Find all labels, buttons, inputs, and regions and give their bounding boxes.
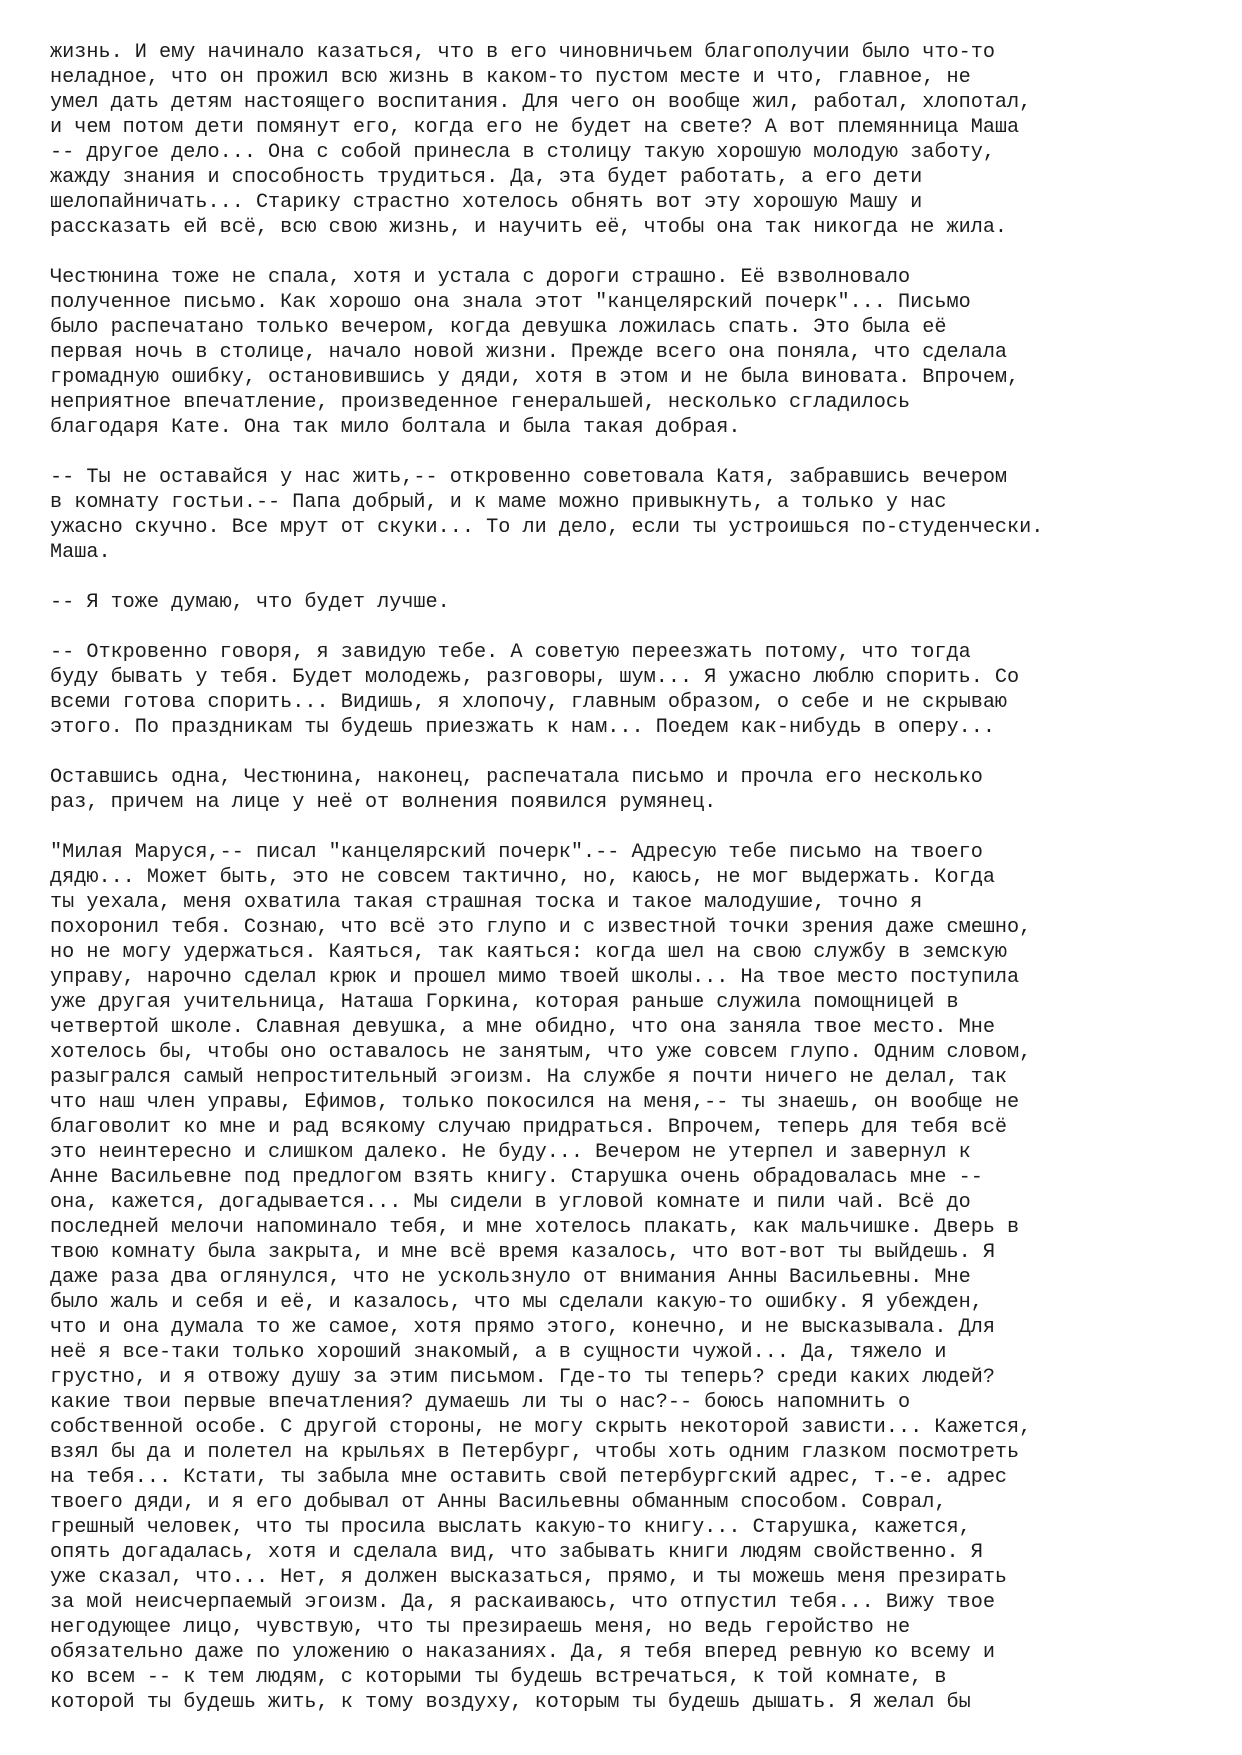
text-line: она, кажется, догадывается... Мы сидели в угловой комнате и пили чай. Всё до	[50, 1191, 971, 1214]
text-line: похоронил тебя. Сознаю, что всё это глупо и с известной точки зрения даже смешно,	[50, 916, 1032, 939]
text-line: последней мелочи напоминало тебя, и мне хотелось плакать, как мальчишке. Дверь в	[50, 1216, 1020, 1239]
text-line: благоволит ко мне и рад всякому случаю придраться. Впрочем, теперь для тебя всё	[50, 1116, 1008, 1139]
text-line: первая ночь в столице, начало новой жизни. Прежде всего она поняла, что сделала	[50, 341, 1008, 364]
text-line: было распечатано только вечером, когда девушка ложилась спать. Это была её	[50, 316, 947, 339]
text-line: ты уехала, меня охватила такая страшная тоска и такое малодушие, точно я	[50, 891, 923, 914]
text-line: буду бывать у тебя. Будет молодежь, разговоры, шум... Я ужасно люблю спорить. Со	[50, 666, 1020, 689]
text-line: этого. По праздникам ты будешь приезжать к нам... Поедем как-нибудь в оперу...	[50, 716, 995, 739]
text-line: что наш член управы, Ефимов, только покосился на меня,-- ты знаешь, он вообще не	[50, 1091, 1020, 1114]
paragraph-1	[50, 40, 1220, 240]
text-line: это неинтересно и слишком далеко. Не буду... Вечером не утерпел и завернул к	[50, 1141, 971, 1164]
text-line: громадную ошибку, остановившись у дяди, хотя в этом и не была виновата. Впрочем,	[50, 366, 1020, 389]
text-line: шелопайничать... Старику страстно хотелось обнять вот эту хорошую Машу и	[50, 191, 923, 214]
text-line: в комнату гостьи.-- Папа добрый, и к маме можно привыкнуть, а только у нас	[50, 491, 947, 514]
text-line: полученное письмо. Как хорошо она знала этот "канцелярский почерк"... Письмо	[50, 291, 971, 314]
text-line: неладное, что он прожил всю жизнь в каком-то пустом месте и что, главное, не	[50, 66, 971, 89]
paragraph-4	[50, 590, 1220, 615]
text-line: всеми готова спорить... Видишь, я хлопочу, главным образом, о себе и не скрываю	[50, 691, 1008, 714]
text-line: твоего дяди, и я его добывал от Анны Васильевны обманным способом. Соврал,	[50, 1491, 947, 1514]
paragraph-5	[50, 640, 1220, 740]
text-line: ужасно скучно. Все мрут от скуки... То ли дело, если ты устроишься по-студенчески.	[50, 516, 1044, 539]
paragraph-7-letter	[50, 840, 1220, 1715]
paragraph-3	[50, 465, 1220, 565]
text-line: было жаль и себя и её, и казалось, что мы сделали какую-то ошибку. Я убежден,	[50, 1291, 983, 1314]
text-line: жажду знания и способность трудиться. Да, эта будет работать, а его дети	[50, 166, 923, 189]
text-line: хотелось бы, чтобы оно оставалось не занятым, что уже совсем глупо. Одним словом,	[50, 1041, 1032, 1064]
text-line: неё я все-таки только хороший знакомый, а в сущности чужой... Да, тяжело и	[50, 1341, 947, 1364]
paragraph-6	[50, 765, 1220, 815]
text-line: грустно, и я отвожу душу за этим письмом. Где-то ты теперь? среди каких людей?	[50, 1366, 995, 1389]
text-line: и чем потом дети помянут его, когда его не будет на свете? А вот племянница Маша	[50, 116, 1020, 139]
text-line: которой ты будешь жить, к тому воздуху, которым ты будешь дышать. Я желал бы	[50, 1691, 971, 1714]
paragraph-2	[50, 265, 1220, 440]
text-line: рассказать ей всё, всю свою жизнь, и научить её, чтобы она так никогда не жила.	[50, 216, 1008, 239]
text-line: ко всем -- к тем людям, с которыми ты будешь встречаться, к той комнате, в	[50, 1666, 947, 1689]
text-line: жизнь. И ему начинало казаться, что в его чиновничьем благополучии было что-то	[50, 41, 995, 64]
text-line: управу, нарочно сделал крюк и прошел мимо твоей школы... На твое место поступила	[50, 966, 1020, 989]
text-line: -- другое дело... Она с собой принесла в столицу такую хорошую молодую заботу,	[50, 141, 995, 164]
text-line: -- Откровенно говоря, я завидую тебе. А советую переезжать потому, что тогда	[50, 641, 971, 664]
text-line: что и она думала то же самое, хотя прямо этого, конечно, и не высказывала. Для	[50, 1316, 995, 1339]
text-line: негодующее лицо, чувствую, что ты презираешь меня, но ведь геройство не	[50, 1616, 911, 1639]
text-line: за мой неисчерпаемый эгоизм. Да, я раскаиваюсь, что отпустил тебя... Вижу твое	[50, 1591, 995, 1614]
text-line: взял бы да и полетел на крыльях в Петербург, чтобы хоть одним глазком посмотреть	[50, 1441, 1020, 1464]
text-line: неприятное впечатление, произведенное генеральшей, несколько сгладилось	[50, 391, 911, 414]
text-line: раз, причем на лице у неё от волнения появился румянец.	[50, 791, 717, 814]
text-line: дядю... Может быть, это не совсем тактично, но, каюсь, не мог выдержать. Когда	[50, 866, 995, 889]
text-line: -- Ты не оставайся у нас жить,-- откровенно советовала Катя, забравшись вечером	[50, 466, 1008, 489]
text-line: обязательно даже по уложению о наказаниях. Да, я тебя вперед ревную ко всему и	[50, 1641, 995, 1664]
text-line: твою комнату была закрыта, и мне всё время казалось, что вот-вот ты выйдешь. Я	[50, 1241, 995, 1264]
text-line: грешный человек, что ты просила выслать какую-то книгу... Старушка, кажется,	[50, 1516, 971, 1539]
text-line: умел дать детям настоящего воспитания. Для чего он вообще жил, работал, хлопотал,	[50, 91, 1032, 114]
text-line: "Милая Маруся,-- писал "канцелярский почерк".-- Адресую тебе письмо на твоего	[50, 841, 983, 864]
text-line: Анне Васильевне под предлогом взять книгу. Старушка очень обрадовалась мне --	[50, 1166, 983, 1189]
text-line: собственной особе. С другой стороны, не могу скрыть некоторой зависти... Кажется,	[50, 1416, 1032, 1439]
text-line: благодаря Кате. Она так мило болтала и была такая добрая.	[50, 416, 741, 439]
text-line: Оставшись одна, Честюнина, наконец, распечатала письмо и прочла его несколько	[50, 766, 983, 789]
text-line: уже другая учительница, Наташа Горкина, которая раньше служила помощницей в	[50, 991, 959, 1014]
text-line: но не могу удержаться. Каяться, так каяться: когда шел на свою службу в земскую	[50, 941, 1008, 964]
text-line: на тебя... Кстати, ты забыла мне оставить свой петербургский адрес, т.-е. адрес	[50, 1466, 1008, 1489]
text-line: даже раза два оглянулся, что не ускользнуло от внимания Анны Васильевны. Мне	[50, 1266, 971, 1289]
text-line: какие твои первые впечатления? думаешь ли ты о нас?-- боюсь напомнить о	[50, 1391, 911, 1414]
text-line: четвертой школе. Славная девушка, а мне обидно, что она заняла твое место. Мне	[50, 1016, 995, 1039]
text-line: разыгрался самый непростительный эгоизм. На службе я почти ничего не делал, так	[50, 1066, 1008, 1089]
text-line: уже сказал, что... Нет, я должен высказаться, прямо, и ты можешь меня презирать	[50, 1566, 1008, 1589]
text-line: Маша.	[50, 541, 111, 564]
text-line: опять догадалась, хотя и сделала вид, что забывать книги людям свойственно. Я	[50, 1541, 983, 1564]
text-line: -- Я тоже думаю, что будет лучше.	[50, 591, 450, 614]
document-page	[50, 40, 1220, 1715]
text-line: Честюнина тоже не спала, хотя и устала с дороги страшно. Её взволновало	[50, 266, 911, 289]
